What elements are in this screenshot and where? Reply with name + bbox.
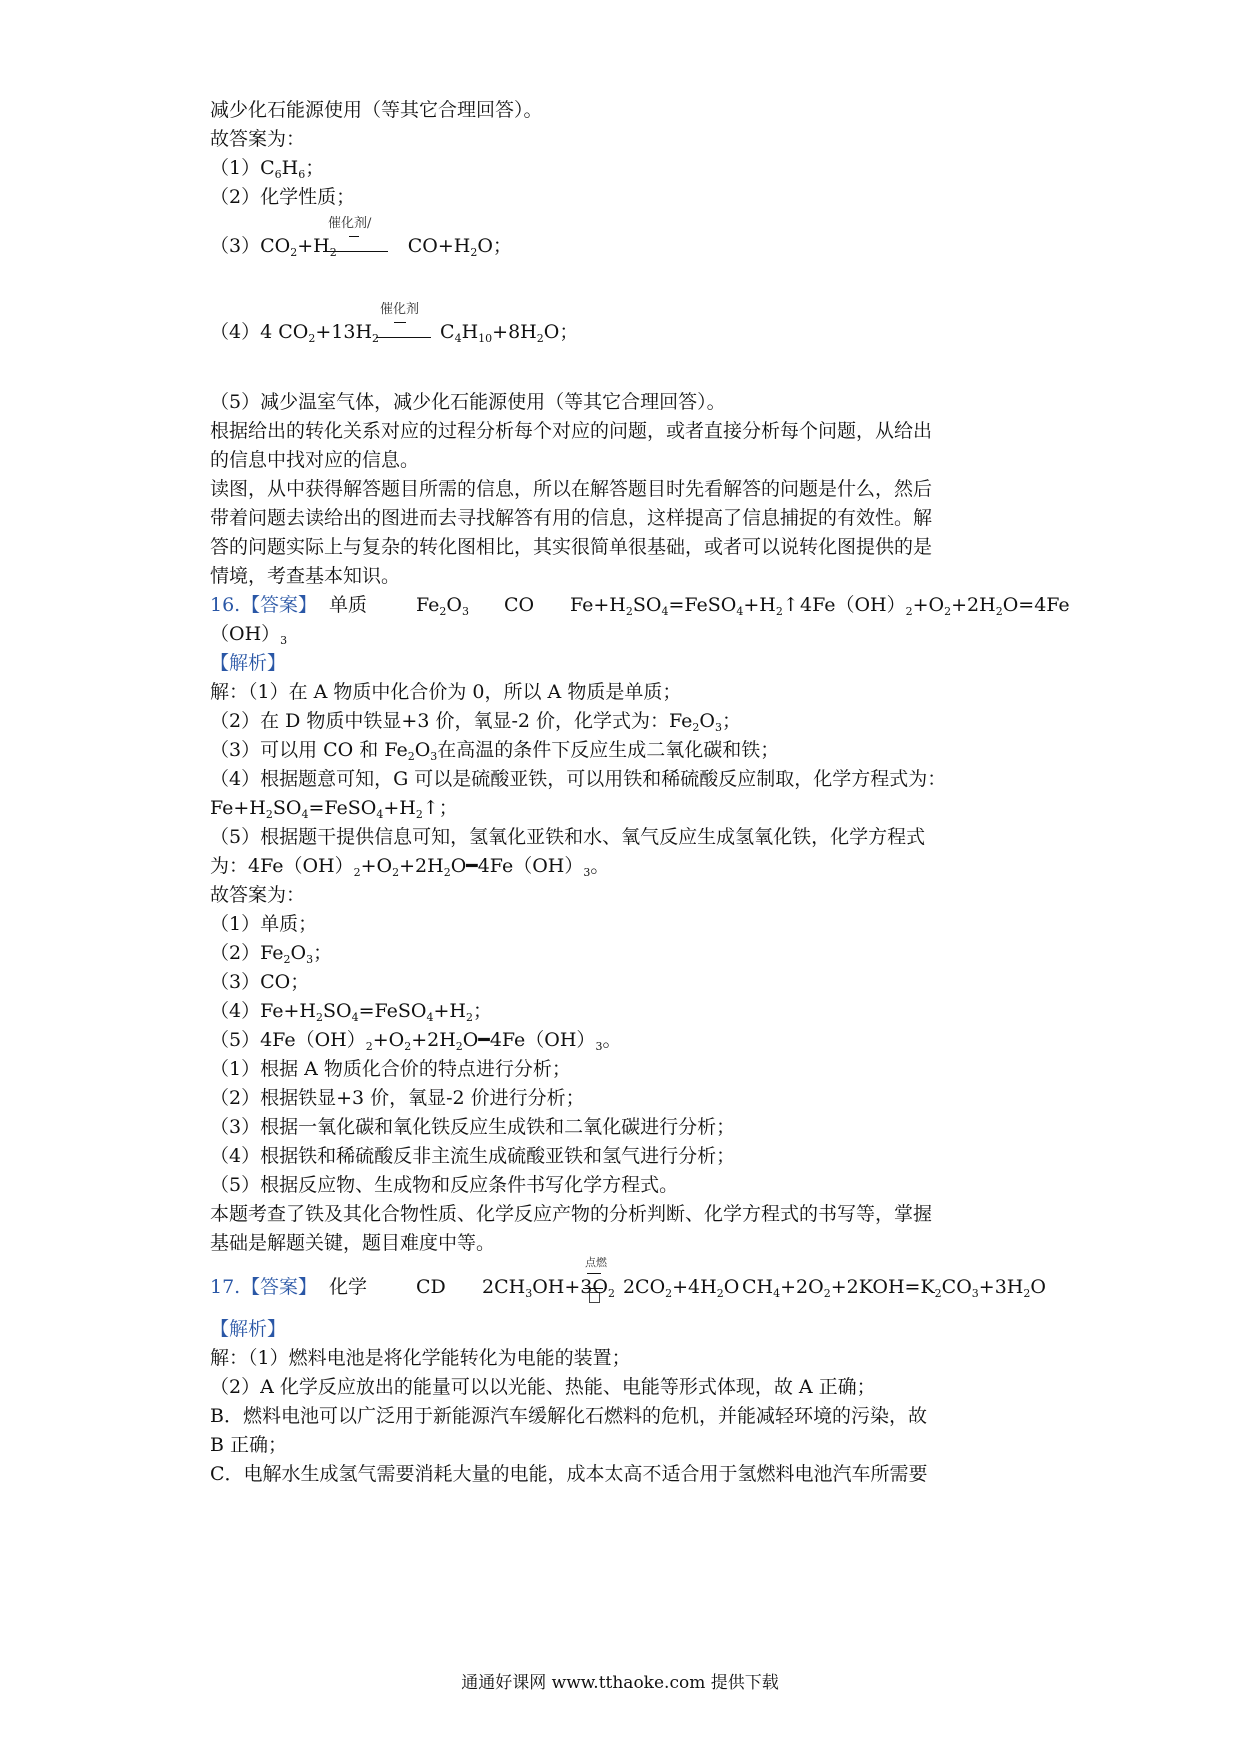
- question-number: 17.: [210, 1276, 241, 1298]
- text-line: B 正确；: [210, 1434, 288, 1456]
- equation-line: $(3)CO_2+H_2$ $CO+H_2O$；: [210, 235, 512, 259]
- condition-label: 点燃: [585, 1256, 607, 1269]
- text-line: 情境，考查基本知识。: [210, 565, 401, 587]
- answer-item: CD: [416, 1276, 446, 1298]
- text-line: （2）A 化学反应放出的能量可以以光能、热能、电能等形式体现，故 A 正确；: [210, 1376, 876, 1398]
- answer-item: 化学: [329, 1276, 368, 1298]
- text-line: （2）在 D 物质中铁显+3 价，氧显-2 价，化学式为：$Fe_2O_3$；: [210, 710, 741, 734]
- analysis-tag: 【解析】: [210, 652, 287, 674]
- text-line: 的信息中找对应的信息。: [210, 449, 420, 471]
- answer-item: 单质: [329, 594, 368, 616]
- text-line: B．燃料电池可以广泛用于新能源汽车缓解化石燃料的危机，并能减轻环境的污染，故: [210, 1405, 927, 1427]
- text-line: 故答案为：: [210, 884, 306, 906]
- answer-item: $2CH_3OH+3O_2$ $2CO_2+4H_2O$: [482, 1276, 740, 1300]
- answer-item: CO: [504, 594, 535, 616]
- text-line: 为：$4Fe(OH)_2+O_2+2H_2O━4Fe(OH)_3$。: [210, 855, 610, 879]
- equation-line: （4）4 $CO_2+13H_2$ $C_4H_{10}+8H_2O$；: [210, 321, 579, 345]
- answer-tag: 【答案】: [241, 594, 318, 616]
- text-line: （3）根据一氧化碳和氧化铁反应生成铁和二氧化碳进行分析；: [210, 1116, 736, 1138]
- catalyst-label: 催化剂: [380, 302, 420, 317]
- text-line: $(4)Fe+H_2SO_4=FeSO_4+H_2$；: [210, 1000, 492, 1024]
- text-line: （3）可以用 CO 和 $Fe_2O_3$在高温的条件下反应生成二氧化碳和铁；: [210, 739, 780, 763]
- answer-item: $CH_4+2O_2+2KOH=K_2CO_3+3H_2O$: [742, 1276, 1046, 1300]
- text-line: 本题考查了铁及其化合物性质、化学反应产物的分析判断、化学方程式的书写等，掌握: [210, 1203, 933, 1225]
- text-line: 答的问题实际上与复杂的转化图相比，其实很简单很基础，或者可以说转化图提供的是: [210, 536, 933, 558]
- footer-credit: 通通好课网 www.tthaoke.com 提供下载: [461, 1673, 779, 1693]
- answer-item-cont: $(OH)_3$: [210, 623, 288, 647]
- text-line: （2）根据铁显+3 价，氧显-2 价进行分析；: [210, 1087, 585, 1109]
- text-line: 解：（1）在 A 物质中化合价为 0，所以 A 物质是单质；: [210, 681, 682, 703]
- text-line: （5）减少温室气体，减少化石能源使用（等其它合理回答）。: [210, 391, 726, 413]
- analysis-tag: 【解析】: [210, 1318, 287, 1340]
- text-line: 带着问题去读给出的图进而去寻找解答有用的信息，这样提高了信息捕捉的有效性。解: [210, 507, 933, 529]
- formula-line: $(1)C_6H_6$；: [210, 157, 325, 181]
- text-line: 解：（1）燃料电池是将化学能转化为电能的装置；: [210, 1347, 631, 1369]
- text-line: （5）根据题干提供信息可知，氢氧化亚铁和水、氧气反应生成氢氧化铁，化学方程式: [210, 826, 926, 848]
- text-line: （3）CO；: [210, 971, 310, 993]
- text-line: （4）根据铁和稀硫酸反非主流生成硫酸亚铁和氢气进行分析；: [210, 1145, 736, 1167]
- text-line: 读图，从中获得解答题目所需的信息，所以在解答题目时先看解答的问题是什么，然后: [210, 478, 933, 500]
- text-line: （2）化学性质；: [210, 186, 356, 208]
- text-line: $(2)Fe_2O_3$；: [210, 942, 333, 966]
- answer-item: $Fe+H_2SO_4=FeSO_4+H_2↑$: [570, 594, 799, 618]
- text-line: （1）单质；: [210, 913, 318, 935]
- text-line: 根据给出的转化关系对应的过程分析每个对应的问题，或者直接分析每个问题，从给出: [210, 420, 933, 442]
- answer-tag: 【答案】: [241, 1276, 318, 1298]
- text-line: 故答案为：: [210, 128, 306, 150]
- text-line: 基础是解题关键，题目难度中等。: [210, 1232, 496, 1254]
- text-line: （1）根据 A 物质化合价的特点进行分析；: [210, 1058, 571, 1080]
- question-number: 16.: [210, 594, 241, 616]
- answer-item: $Fe_2O_3$: [416, 594, 469, 618]
- catalyst-label: 催化剂/: [328, 216, 372, 231]
- answer-item: $4Fe(OH)_2+O_2+2H_2O=4Fe$: [800, 594, 1070, 618]
- text-line: （5）根据反应物、生成物和反应条件书写化学方程式。: [210, 1174, 679, 1196]
- text-line: （4）根据题意可知，G 可以是硫酸亚铁，可以用铁和稀硫酸反应制取，化学方程式为：: [210, 768, 947, 790]
- text-line: 减少化石能源使用（等其它合理回答）。: [210, 99, 543, 121]
- text-line: C．电解水生成氢气需要消耗大量的电能，成本太高不适合用于氢燃料电池汽车所需要: [210, 1463, 928, 1485]
- text-line: $Fe+H_2SO_4=FeSO_4+H_2↑$；: [210, 797, 458, 821]
- text-line: $(5)4Fe(OH)_2+O_2+2H_2O━4Fe(OH)_3$。: [210, 1029, 622, 1053]
